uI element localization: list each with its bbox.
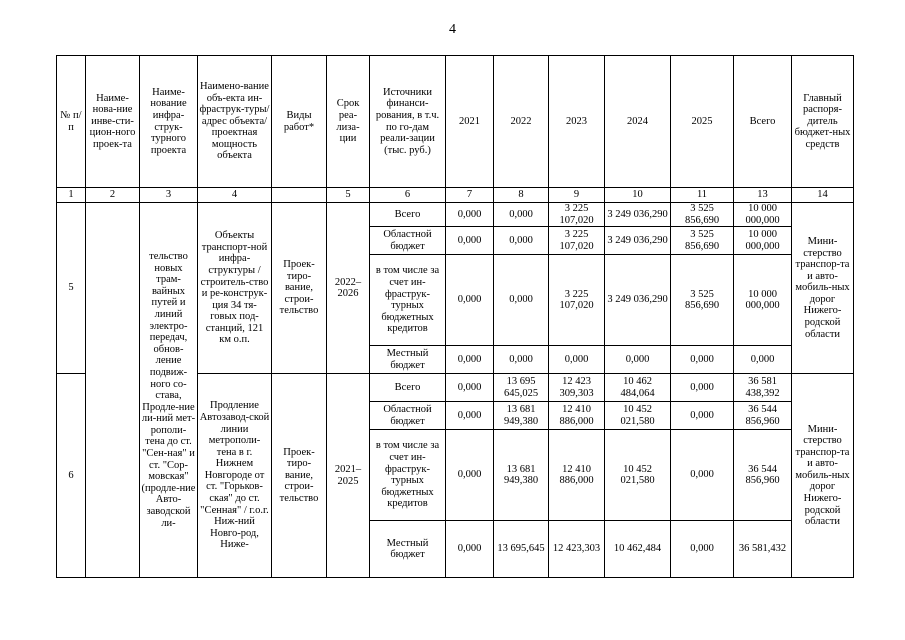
value-2023: 12 410 886,000 — [549, 430, 605, 521]
col-number — [272, 188, 327, 203]
header-row — [57, 56, 854, 188]
value-2022: 0,000 — [494, 255, 549, 346]
header-sources: Источники финанси-рования, в т.ч. по го-дам реали-зации (тыс. руб.) — [370, 56, 446, 188]
value-total: 10 000 000,000 — [734, 227, 792, 255]
value-2021: 0,000 — [446, 227, 494, 255]
row-number: 6 — [57, 374, 86, 578]
value-total: 36 581 438,392 — [734, 374, 792, 402]
col-number: 10 — [605, 188, 671, 203]
invest-project-cell — [86, 203, 140, 578]
table-row — [57, 203, 854, 227]
value-2024: 3 249 036,290 — [605, 227, 671, 255]
manager-cell: Мини-стерство транспор-та и авто-мобиль-ных дорог Нижего-родской области — [792, 203, 854, 374]
work-types-cell: Проек-тиро-вание, строи-тельство — [272, 203, 327, 374]
value-2022: 0,000 — [494, 227, 549, 255]
header-2021: 2021 — [446, 56, 494, 188]
infra-project-cell: тельство новых трам-вайных путей и линий электро-передач, обнов-ление подвиж-ного со-става, Продле-ние ли-ний мет-рополи-тена до ст. "Сен-ная" и ст. "Сор-мовская" (продле-ние Авто-заводской ли- — [140, 203, 198, 578]
source-cell: Местный бюджет — [370, 521, 446, 578]
budget-table — [56, 55, 854, 578]
source-cell: Всего — [370, 374, 446, 402]
value-2025: 0,000 — [671, 402, 734, 430]
header-total: Всего — [734, 56, 792, 188]
col-number: 5 — [327, 188, 370, 203]
source-cell: в том числе за счет ин-фраструк-турных бюджетных кредитов — [370, 430, 446, 521]
value-total: 0,000 — [734, 346, 792, 374]
value-total: 10 000 000,000 — [734, 255, 792, 346]
value-2021: 0,000 — [446, 255, 494, 346]
value-2025: 3 525 856,690 — [671, 255, 734, 346]
value-2025: 0,000 — [671, 346, 734, 374]
value-total: 36 544 856,960 — [734, 402, 792, 430]
page-number: 4 — [449, 22, 456, 37]
value-2023: 3 225 107,020 — [549, 203, 605, 227]
col-number: 2 — [86, 188, 140, 203]
value-2021: 0,000 — [446, 346, 494, 374]
value-2023: 12 423,303 — [549, 521, 605, 578]
source-cell: Областной бюджет — [370, 402, 446, 430]
value-2025: 0,000 — [671, 374, 734, 402]
header-invest-project: Наиме-нова-ние инве-сти-цион-ного проек-та — [86, 56, 140, 188]
col-number: 4 — [198, 188, 272, 203]
infra-object-cell: Объекты транспорт-ной инфра-структуры / строитель-ство и ре-конструк-ция 34 тя-говых под-станций, 121 км о.п. — [198, 203, 272, 374]
source-cell: Местный бюджет — [370, 346, 446, 374]
header-2025: 2025 — [671, 56, 734, 188]
value-2023: 0,000 — [549, 346, 605, 374]
source-cell: Областной бюджет — [370, 227, 446, 255]
header-infra-object: Наимено-вание объ-екта ин-фраструк-туры/ адрес объекта/ проектная мощность объекта — [198, 56, 272, 188]
column-number-row — [57, 188, 854, 203]
header-2024: 2024 — [605, 56, 671, 188]
term-cell: 2022–2026 — [327, 203, 370, 374]
col-number: 14 — [792, 188, 854, 203]
value-2025: 3 525 856,690 — [671, 203, 734, 227]
value-2021: 0,000 — [446, 521, 494, 578]
value-2024: 3 249 036,290 — [605, 203, 671, 227]
value-2023: 12 410 886,000 — [549, 402, 605, 430]
header-manager: Главный распоря-дитель бюджет-ных средств — [792, 56, 854, 188]
infra-object-cell: Продление Автозавод-ской линии метрополи-тена в г. Нижнем Новгороде от ст. "Горьков-ская" до ст. "Сенная" / г.о.г. Ниж-ний Новго-род, Ниже- — [198, 374, 272, 578]
header-work-types: Виды работ* — [272, 56, 327, 188]
work-types-cell: Проек-тиро-вание, строи-тельство — [272, 374, 327, 578]
manager-cell: Мини-стерство транспор-та и авто-мобиль-ных дорог Нижего-родской области — [792, 374, 854, 578]
value-2025: 0,000 — [671, 521, 734, 578]
value-2021: 0,000 — [446, 430, 494, 521]
source-cell: Всего — [370, 203, 446, 227]
term-cell: 2021–2025 — [327, 374, 370, 578]
value-2022: 13 681 949,380 — [494, 430, 549, 521]
value-2024: 10 462 484,064 — [605, 374, 671, 402]
value-2022: 13 695 645,025 — [494, 374, 549, 402]
value-2022: 0,000 — [494, 203, 549, 227]
col-number: 6 — [370, 188, 446, 203]
value-2024: 3 249 036,290 — [605, 255, 671, 346]
value-2024: 10 452 021,580 — [605, 430, 671, 521]
col-number: 3 — [140, 188, 198, 203]
value-2023: 3 225 107,020 — [549, 227, 605, 255]
value-2025: 3 525 856,690 — [671, 227, 734, 255]
col-number: 11 — [671, 188, 734, 203]
value-2024: 10 462,484 — [605, 521, 671, 578]
header-2022: 2022 — [494, 56, 549, 188]
header-2023: 2023 — [549, 56, 605, 188]
col-number: 8 — [494, 188, 549, 203]
value-total: 36 544 856,960 — [734, 430, 792, 521]
col-number: 13 — [734, 188, 792, 203]
value-total: 36 581,432 — [734, 521, 792, 578]
value-2024: 0,000 — [605, 346, 671, 374]
value-2021: 0,000 — [446, 402, 494, 430]
source-cell: в том числе за счет ин-фраструк-турных бюджетных кредитов — [370, 255, 446, 346]
row-number: 5 — [57, 203, 86, 374]
header-infra-project: Наиме-нование инфра-струк-турного проекта — [140, 56, 198, 188]
value-2025: 0,000 — [671, 430, 734, 521]
value-2022: 13 695,645 — [494, 521, 549, 578]
col-number: 9 — [549, 188, 605, 203]
value-2021: 0,000 — [446, 374, 494, 402]
header-num: № п/п — [57, 56, 86, 188]
value-2023: 3 225 107,020 — [549, 255, 605, 346]
col-number: 1 — [57, 188, 86, 203]
value-2022: 13 681 949,380 — [494, 402, 549, 430]
value-2024: 10 452 021,580 — [605, 402, 671, 430]
value-2021: 0,000 — [446, 203, 494, 227]
header-term: Срок реа-лиза-ции — [327, 56, 370, 188]
col-number: 7 — [446, 188, 494, 203]
value-2023: 12 423 309,303 — [549, 374, 605, 402]
value-total: 10 000 000,000 — [734, 203, 792, 227]
value-2022: 0,000 — [494, 346, 549, 374]
